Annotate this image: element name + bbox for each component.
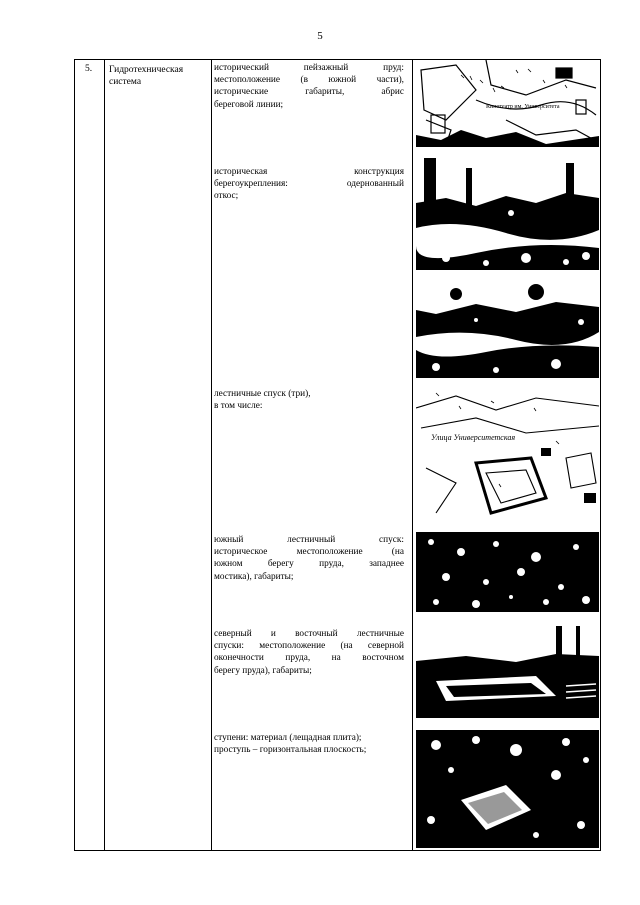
- item-line: проступь – горизонтальная плоскость;: [214, 745, 367, 756]
- item-line: берегоукрепления: одернованный: [214, 179, 404, 190]
- item-line: историческое местоположение (на: [214, 547, 404, 558]
- bank-photo-2: [416, 282, 599, 378]
- item-bank: [214, 166, 404, 203]
- item-line: местоположение (в южной части),: [214, 75, 404, 86]
- item-stairs: [214, 388, 404, 412]
- row-number: 5.: [85, 64, 93, 74]
- system-name: Гидротехническая система: [109, 65, 184, 87]
- bank-photo-1: [416, 158, 599, 270]
- item-line: откос;: [214, 191, 239, 202]
- item-line: спуски: местоположение (на северной: [214, 641, 404, 652]
- column-divider: [104, 60, 105, 850]
- item-line: южном берегу пруда, западнее: [214, 559, 404, 570]
- item-line: оконечности пруда, на восточном: [214, 653, 404, 664]
- map-label: Улица Университетская: [431, 433, 516, 442]
- item-pond: [214, 62, 404, 111]
- item-line: исторические габариты, абрис: [214, 87, 404, 98]
- item-north-east-stairs: [214, 628, 404, 677]
- item-line: береговой линии;: [214, 99, 284, 110]
- heritage-table: [74, 59, 601, 851]
- item-line: лестничные спуск (три),: [214, 389, 311, 399]
- column-divider: [211, 60, 212, 850]
- item-line: исторический пейзажный пруд:: [214, 63, 404, 73]
- item-line: в том числе:: [214, 401, 263, 412]
- item-line: северный и восточный лестничные: [214, 629, 404, 639]
- item-line: ступени: материал (лещадная плита);: [214, 733, 362, 743]
- item-line: историческая конструкция: [214, 167, 404, 177]
- steps-photo: [416, 730, 599, 848]
- item-line: мостика), габариты;: [214, 571, 294, 582]
- item-steps: [214, 732, 404, 756]
- north-east-stairs-photo: [416, 626, 599, 718]
- column-divider: [412, 60, 413, 850]
- map-label: Кинотеатр им. Университета: [486, 104, 560, 110]
- pond-map-image: [416, 60, 599, 147]
- page-number: 5: [317, 30, 323, 42]
- item-line: берегу пруда), габариты;: [214, 665, 312, 676]
- item-south-stairs: [214, 534, 404, 583]
- item-line: южный лестничный спуск:: [214, 535, 404, 545]
- south-stairs-photo: [416, 532, 599, 612]
- stairs-map-image: [416, 388, 599, 518]
